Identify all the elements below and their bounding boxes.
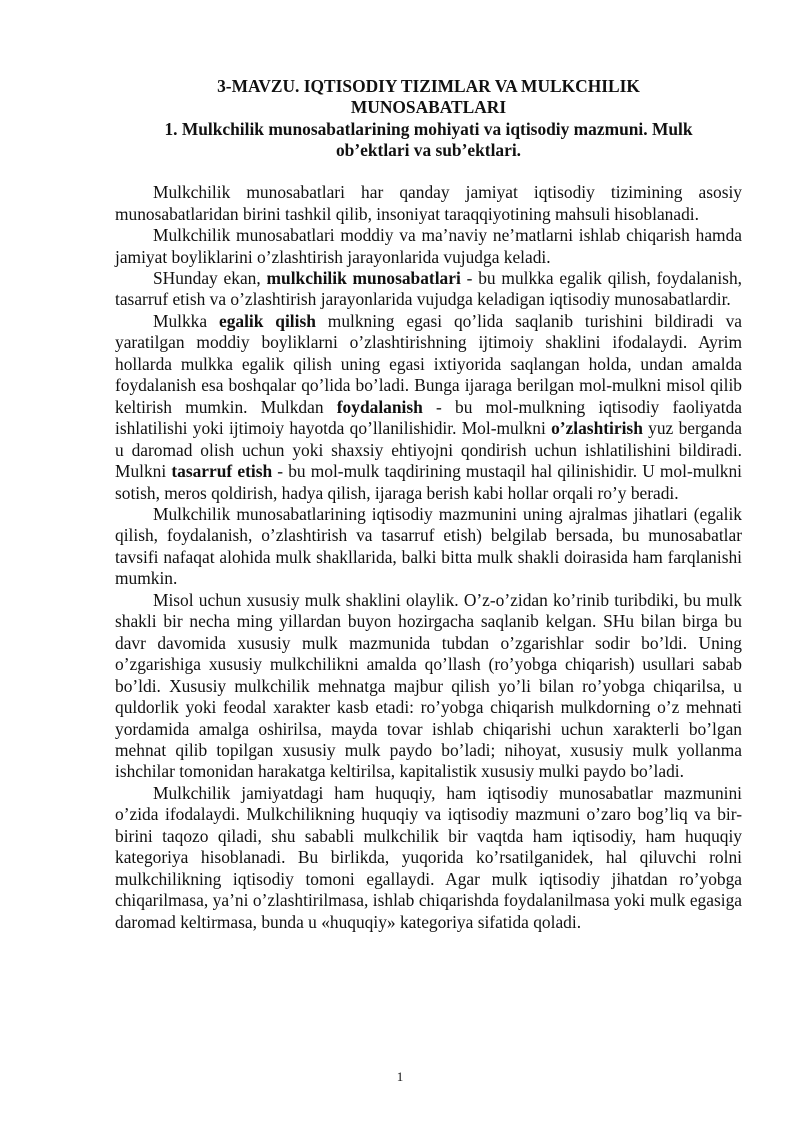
page-number: 1	[396, 1069, 404, 1084]
text-run: mulkning egasi qo’lida saqlanib turishini bildiradi va yaratilgan moddiy boyliklarni o’zlashtirishning ijtimoiy shaklini ifodalaydi. Ayrim hollarda mulkka egalik qilish uning egasi ixtiyorida saqlangan holda, undan amalda foydalanish esa boshqalar qo’lida bo’ladi. Bunga ijaraga berilgan mol-mulkni misol qilib keltirish mumkin. Mulkdan	[115, 310, 742, 417]
text-run: Mulkchilik munosabatlarining iqtisodiy mazmunini uning ajralmas jihatlari (egalik qilish, foydalanish, o’zlashtirish va tasarruf etish) belgilab bersada, bu munosabatlar tavsifi nafaqat alohida mulk shakllarida, balki bitta mulk shakli doirasida ham farqlanishi mumkin.	[115, 503, 742, 589]
text-run: Misol uchun xususiy mulk shaklini olaylik. O’z-o’zidan ko’rinib turibdiki, bu mulk shakli bir necha ming yillardan buyon hozirgacha saqlanib kelgan. SHu bilan birga bu davr davomida xususiy mulk mazmunida tubdan o’zgarishlar sodir bo’ldi. Uning o’zgarishiga xususiy mulkchilikni amalda qo’llash (ro’yobga chiqarish) usullari sabab bo’ldi. Xususiy mulkchilik mehnatga majbur qilish yo’li bilan ro’yobga chiqarilsa, u quldorlik yoki feodal xarakter kasb etadi: ro’yobga chiqarish mulkdorning o’z mehnati yordamida amalga oshirilsa, mayda tovar ishlab chiqarishi uchun xarakterli bo’lgan mehnat qilib topilgan xususiy mulk paydo bo’ladi; nihoyat, xususiy mulk yollanma ishchilar tomonidan harakatga keltirilsa, kapitalistik xususiy mulki paydo bo’ladi.	[115, 589, 742, 782]
paragraph	[115, 504, 742, 590]
paragraph	[115, 182, 742, 225]
paragraph	[115, 783, 742, 933]
bold-term: egalik qilish	[218, 310, 316, 331]
text-run: - bu mol-mulk taqdirining mustaqil hal qilinishidir. U mol-mulkni sotish, meros qoldirish, hadya qilish, ijaraga berish kabi hollar orqali ro’y beradi.	[115, 461, 743, 503]
text-run: - bu mol-mulkning iqtisodiy faoliyatda ishlatilishi yoki ijtimoiy hayotda qo’llanilishidir. Mol-mulkni	[115, 396, 742, 439]
text-run: yuz berganda u daromad olish uchun yoki shaxsiy ehtiyojni qondirish uchun ishlatilishini bildiradi. Mulkni	[115, 418, 742, 482]
title-line: MUNOSABATLARI	[350, 97, 507, 118]
bold-term: mulkchilik munosabatlari	[266, 268, 461, 288]
text-run: Mulkchilik jamiyatdagi ham huquqiy, ham iqtisodiy munosabatlar mazmunini o’zida ifodalaydi. Mulkchilikning huquqiy va iqtisodiy mazmuni o’zaro bog’liq va bir-birini taqozo qiladi, shu sababli mulkchilik bir vaqtda ham iqtisodiy, ham huquqiy kategoriya hisoblanadi. Bu birlikda, yuqorida ko’rsatilganidek, hal qiluvchi rolni mulkchilikning iqtisodiy tomoni egallaydi. Agar mulk iqtisodiy jihatdan ro’yobga chiqarilmasa, ya’ni o’zlashtirilmasa, ishlab chiqarishda foydalanilmasa yoki mulk egasiga daromad keltirmasa, bunda u «huquqiy» kategoriya sifatida qoladi.	[115, 782, 742, 932]
section-heading-line: ob’ektlari va sub’ektlari.	[335, 139, 521, 160]
text-run: - bu mulkka egalik qilish, foydalanish, tasarruf etish va o’zlashtirish jarayonlarida vujudga keladigan iqtisodiy munosabatlardir.	[115, 268, 742, 310]
text-run: Mulkchilik munosabatlari har qanday jamiyat iqtisodiy tizimining asosiy munosabatlaridan birini tashkil qilib, insoniyat taraqqiyotining mahsuli hisoblanadi.	[115, 182, 742, 224]
bold-term: o’zlashtirish	[551, 418, 643, 439]
text-run: Mulkka	[153, 310, 219, 331]
text-run: Mulkchilik munosabatlari moddiy va ma’naviy ne’matlarni ishlab chiqarish hamda jamiyat boyliklarini o’zlashtirish jarayonlarida vujudga keladi.	[115, 225, 742, 267]
bold-term: foydalanish	[336, 396, 423, 417]
bold-term: tasarruf etish	[171, 461, 273, 482]
section-heading-line: 1. Mulkchilik munosabatlarining mohiyati va iqtisodiy mazmuni. Mulk	[164, 118, 693, 139]
text-run: SHunday ekan,	[153, 268, 267, 288]
paragraph	[115, 225, 742, 268]
title-line: 3-MAVZU. IQTISODIY TIZIMLAR VA MULKCHILIK	[217, 76, 640, 96]
paragraph	[115, 311, 742, 504]
document-title	[115, 76, 742, 161]
document-page	[115, 76, 742, 933]
document-body	[115, 182, 742, 933]
paragraph	[115, 268, 742, 311]
paragraph	[115, 590, 742, 783]
